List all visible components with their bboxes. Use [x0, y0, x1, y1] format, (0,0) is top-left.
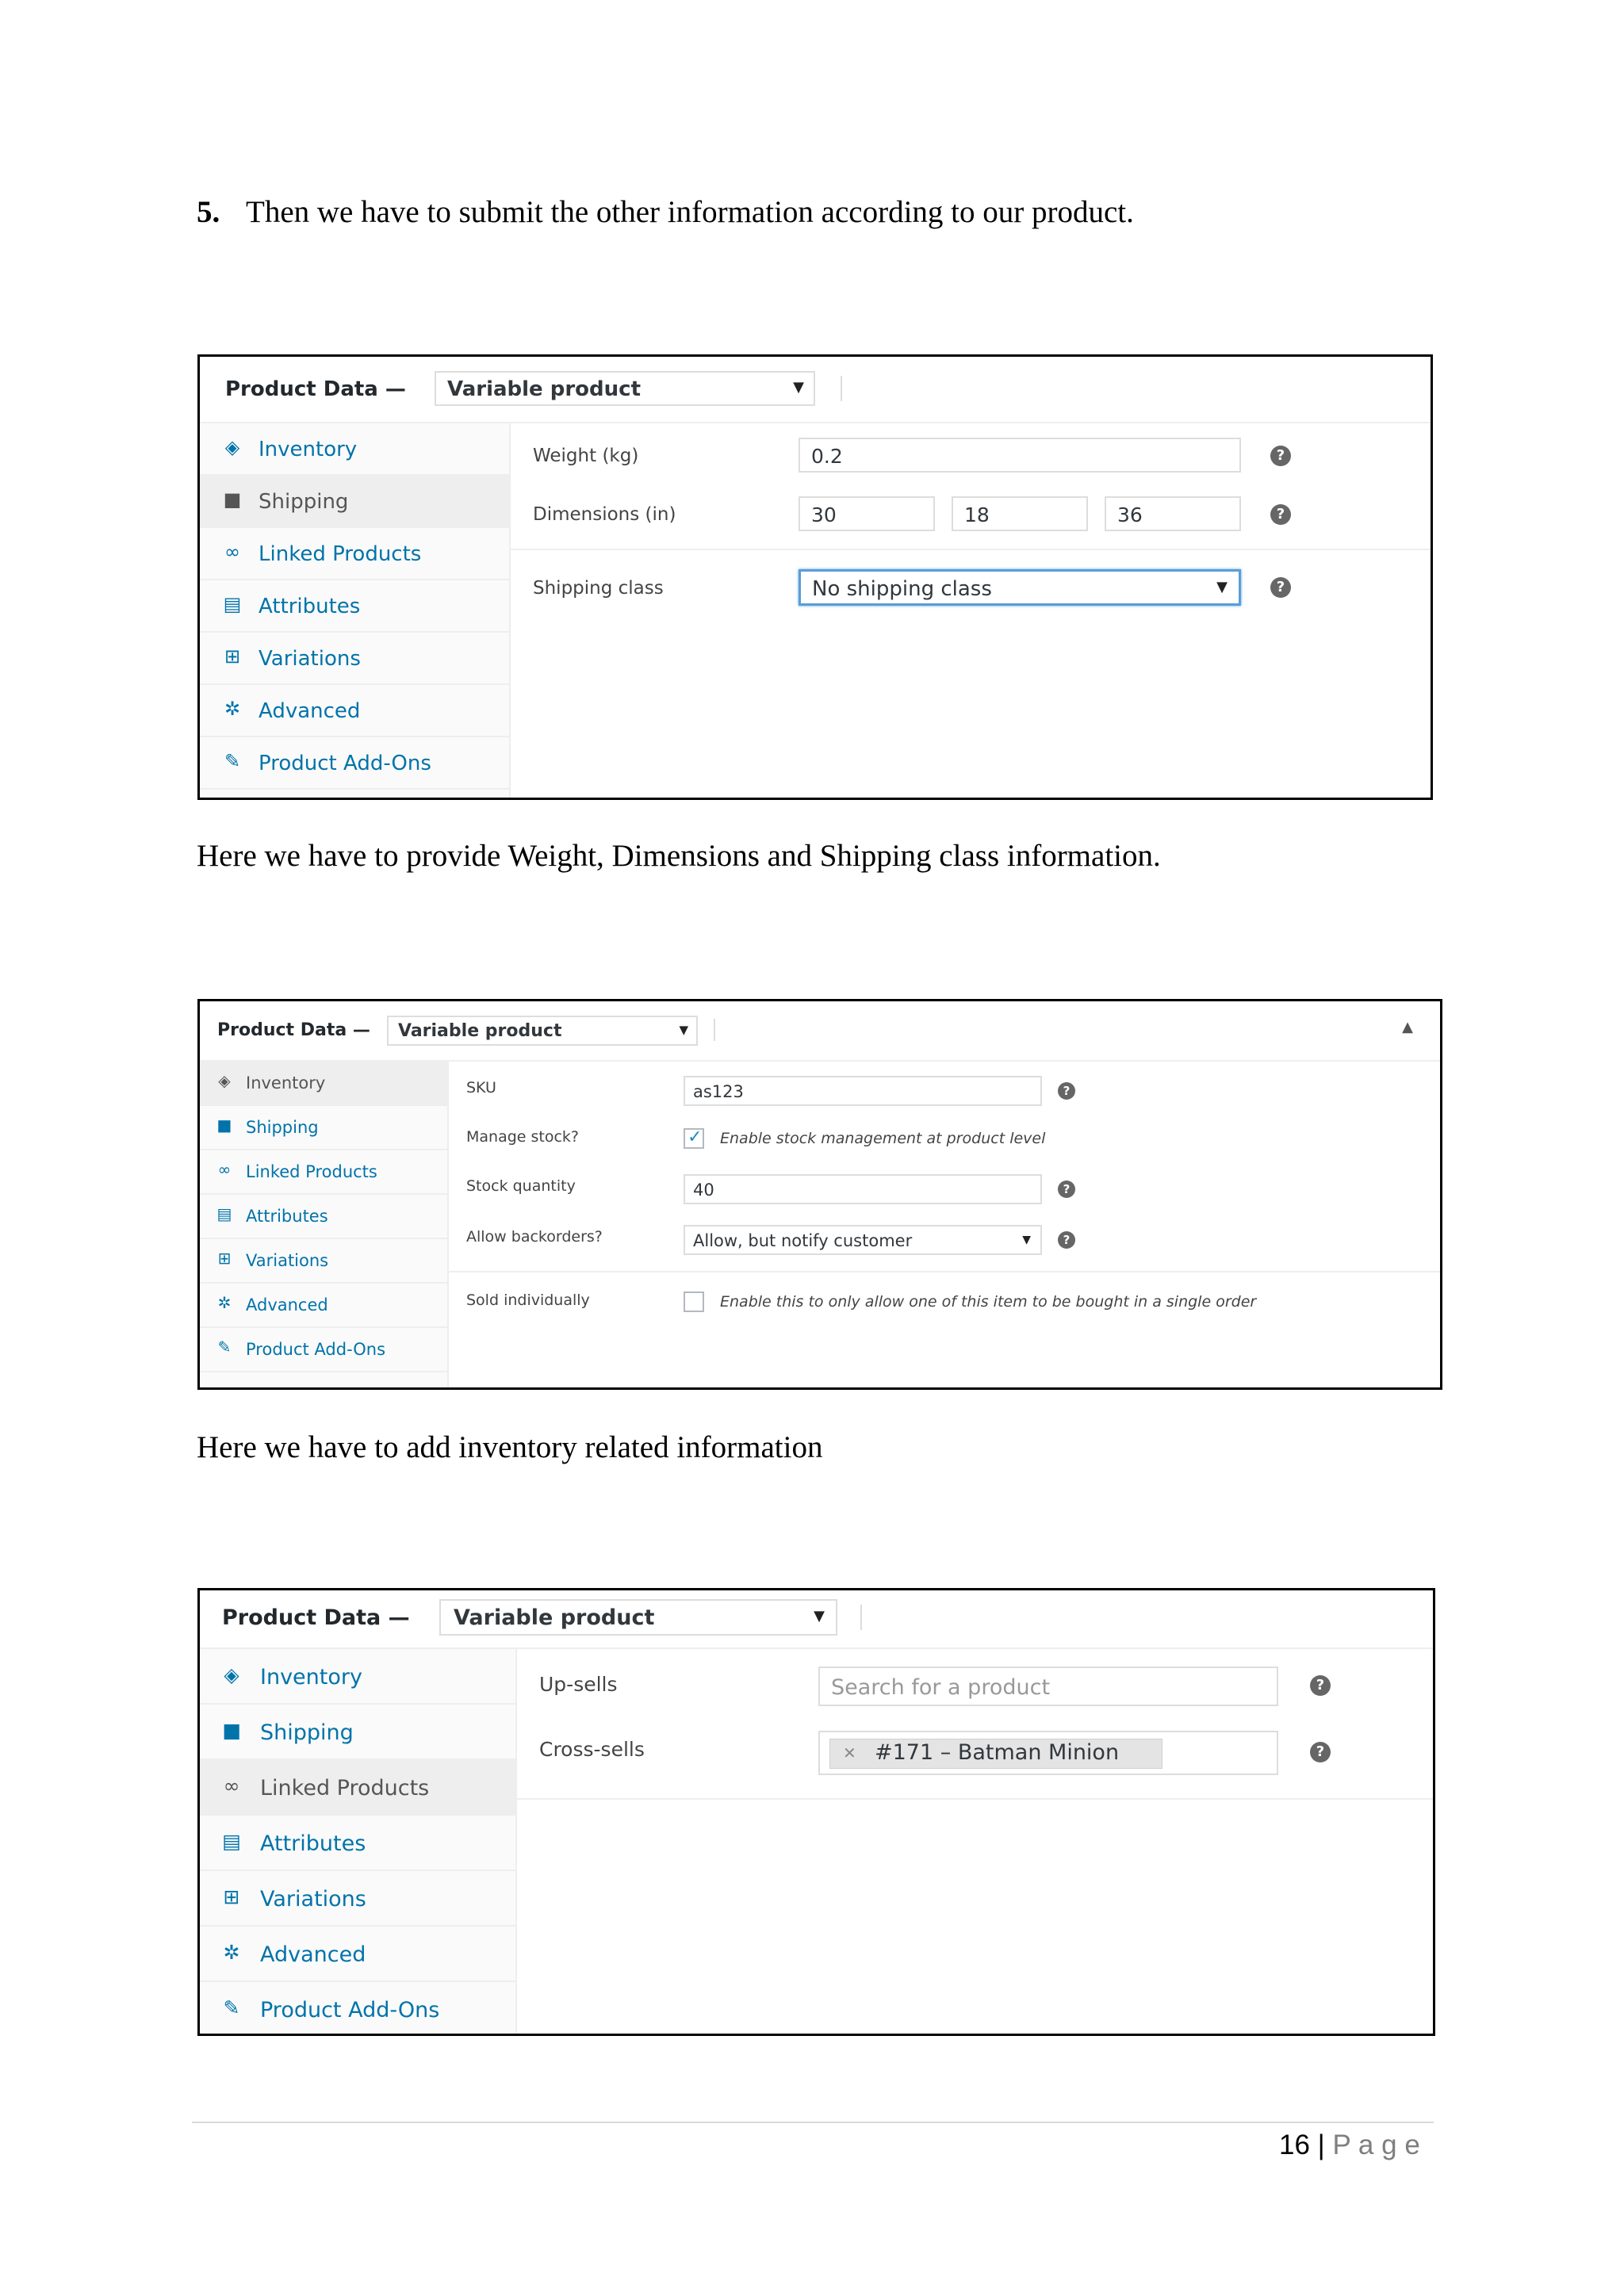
sold-individually-description: Enable this to only allow one of this item to be bought in a single order [720, 1293, 1257, 1311]
tab-shipping[interactable] [200, 1705, 515, 1760]
caret-down-icon: ▼ [1022, 1234, 1031, 1246]
backorders-value: Allow, but notify customer [693, 1231, 913, 1250]
truck-icon: ■ [216, 1115, 232, 1135]
wrench-icon: ✎ [224, 750, 241, 772]
help-icon: ? [1310, 1742, 1331, 1762]
tab-inventory[interactable] [200, 423, 509, 476]
product-type-select[interactable] [387, 1016, 698, 1046]
width-input[interactable] [952, 496, 1088, 531]
tab-label: Advanced [259, 699, 361, 723]
wrench-icon: ✎ [217, 1337, 232, 1357]
backorders-label: Allow backorders? [466, 1228, 603, 1246]
upsells-search-input[interactable] [818, 1667, 1278, 1706]
checkmark-icon: ✓ [688, 1127, 703, 1147]
tab-label: Variations [259, 647, 361, 671]
tab-linked-products[interactable] [200, 1760, 515, 1816]
help-icon: ? [1058, 1082, 1075, 1100]
tab-attributes[interactable] [200, 1195, 447, 1239]
tab-label: Shipping [259, 490, 349, 514]
tab-shipping[interactable] [200, 1106, 447, 1150]
stock-quantity-value: 40 [693, 1181, 714, 1200]
footer-divider [192, 2122, 1434, 2123]
tag-icon: ◈ [224, 1663, 239, 1686]
sold-individually-label: Sold individually [466, 1292, 590, 1309]
help-icon: ? [1270, 446, 1291, 466]
crosssells-token[interactable] [829, 1739, 1162, 1769]
manage-stock-checkbox[interactable] [684, 1128, 704, 1149]
crosssells-token-label: #171 – Batman Minion [875, 1740, 1120, 1765]
tab-list [200, 1649, 517, 2036]
stock-quantity-input[interactable] [684, 1174, 1042, 1204]
truck-icon: ■ [223, 488, 242, 511]
grid-icon: ⊞ [223, 1885, 240, 1908]
product-data-panel-linked [197, 1588, 1435, 2036]
width-value: 18 [964, 503, 990, 526]
help-icon: ? [1270, 504, 1291, 525]
sku-label: SKU [466, 1079, 496, 1096]
tab-label: Inventory [260, 1665, 362, 1689]
header-divider [860, 1605, 862, 1630]
tab-product-add-ons[interactable] [200, 1982, 515, 2036]
tab-list [200, 1062, 449, 1390]
tab-variations[interactable] [200, 633, 509, 685]
header-divider [714, 1019, 715, 1041]
section-divider [511, 549, 1431, 550]
tab-label: Linked Products [259, 542, 422, 566]
dimensions-label: Dimensions (in) [533, 504, 676, 525]
tab-label: Variations [246, 1251, 329, 1270]
tab-label: Inventory [259, 438, 358, 461]
caret-down-icon: ▼ [814, 1608, 825, 1624]
caret-down-icon: ▼ [1216, 579, 1228, 595]
sku-value: as123 [693, 1082, 744, 1101]
grid-icon: ⊞ [217, 1249, 232, 1268]
crosssells-search-input[interactable] [818, 1731, 1278, 1775]
section-divider [517, 1798, 1433, 1800]
weight-value: 0.2 [811, 445, 843, 468]
weight-input[interactable] [799, 438, 1241, 473]
tab-linked-products[interactable] [200, 528, 509, 580]
tab-label: Attributes [260, 1831, 366, 1856]
product-type-value: Variable product [398, 1021, 562, 1041]
tab-variations[interactable] [200, 1871, 515, 1927]
tab-label: Advanced [260, 1942, 366, 1967]
caret-down-icon: ▼ [793, 379, 804, 396]
remove-token-icon[interactable]: ✕ [843, 1743, 856, 1762]
page-footer [1279, 2130, 1420, 2161]
product-type-value: Variable product [447, 377, 641, 401]
tab-label: Attributes [259, 595, 361, 618]
sold-individually-checkbox[interactable] [684, 1292, 704, 1312]
tab-product-add-ons[interactable] [200, 1328, 447, 1372]
tab-advanced[interactable] [200, 1284, 447, 1328]
help-icon: ? [1310, 1675, 1331, 1696]
weight-label: Weight (kg) [533, 446, 639, 466]
tab-label: Product Add-Ons [246, 1340, 386, 1359]
tab-label: Advanced [246, 1295, 328, 1314]
tab-variations[interactable] [200, 1239, 447, 1284]
tab-advanced[interactable] [200, 1927, 515, 1982]
panel-title: Product Data — [222, 1605, 410, 1630]
tag-icon: ◈ [224, 436, 240, 458]
tab-label: Shipping [246, 1118, 319, 1137]
tab-linked-products[interactable] [200, 1150, 447, 1195]
tab-product-add-ons[interactable] [200, 737, 509, 790]
help-icon: ? [1058, 1231, 1075, 1249]
tab-label: Shipping [260, 1720, 354, 1745]
caption-inventory: Here we have to add inventory related information [197, 1430, 823, 1464]
shipping-class-label: Shipping class [533, 578, 664, 599]
crosssells-label: Cross-sells [539, 1738, 645, 1761]
page-number: 16 [1279, 2130, 1310, 2160]
gear-icon: ✲ [223, 1941, 240, 1964]
caret-down-icon: ▼ [679, 1023, 688, 1037]
product-type-select[interactable] [435, 371, 815, 406]
page-word: P a g e [1332, 2130, 1420, 2160]
panel-title: Product Data — [225, 377, 406, 401]
product-data-panel-inventory [197, 999, 1442, 1390]
tab-label: Variations [260, 1887, 366, 1911]
sku-input[interactable] [684, 1076, 1042, 1106]
tab-attributes[interactable] [200, 580, 509, 633]
step-number: 5. [197, 195, 220, 229]
length-input[interactable] [799, 496, 935, 531]
tab-advanced[interactable] [200, 685, 509, 737]
length-value: 30 [811, 503, 837, 526]
wrench-icon: ✎ [223, 1996, 240, 2019]
panel-header [200, 1590, 1433, 1649]
attributes-icon: ▤ [216, 1204, 232, 1223]
height-value: 36 [1117, 503, 1143, 526]
step-text: Then we have to submit the other information according to our product. [246, 195, 1134, 229]
gear-icon: ✲ [217, 1293, 232, 1312]
product-data-panel-shipping [197, 354, 1433, 800]
upsells-placeholder: Search for a product [831, 1675, 1051, 1700]
stock-quantity-label: Stock quantity [466, 1177, 576, 1195]
tab-inventory[interactable] [200, 1062, 447, 1106]
footer-separator: | [1317, 2130, 1325, 2160]
attributes-icon: ▤ [223, 593, 242, 615]
tab-list [200, 423, 511, 800]
link-icon: ∞ [217, 1160, 232, 1179]
help-icon: ? [1270, 577, 1291, 598]
tab-shipping[interactable] [200, 476, 509, 528]
panel-body [449, 1062, 1440, 1390]
manage-stock-description: Enable stock management at product level [720, 1130, 1046, 1147]
height-input[interactable] [1105, 496, 1241, 531]
tab-label: Inventory [246, 1073, 326, 1093]
tab-label: Product Add-Ons [260, 1998, 440, 2022]
shipping-class-select[interactable] [799, 569, 1241, 606]
panel-body [517, 1649, 1433, 2036]
product-type-select[interactable] [439, 1599, 837, 1636]
backorders-select[interactable] [684, 1225, 1042, 1255]
tag-icon: ◈ [218, 1071, 231, 1090]
tab-inventory[interactable] [200, 1649, 515, 1705]
tab-attributes[interactable] [200, 1816, 515, 1871]
step-paragraph [197, 194, 1134, 230]
section-divider [449, 1271, 1440, 1272]
collapse-arrow-icon[interactable]: ▲ [1402, 1019, 1413, 1035]
tab-label: Product Add-Ons [259, 752, 431, 775]
help-icon: ? [1058, 1181, 1075, 1198]
product-type-value: Variable product [454, 1605, 655, 1630]
tab-label: Attributes [246, 1207, 328, 1226]
panel-header [200, 1001, 1440, 1062]
shipping-class-value: No shipping class [812, 577, 992, 601]
tab-label: Linked Products [260, 1776, 430, 1800]
manage-stock-label: Manage stock? [466, 1128, 580, 1146]
link-icon: ∞ [224, 541, 240, 563]
truck-icon: ■ [222, 1719, 241, 1742]
panel-body [511, 423, 1431, 800]
upsells-label: Up-sells [539, 1673, 618, 1696]
attributes-icon: ▤ [222, 1830, 241, 1853]
tab-label: Linked Products [246, 1162, 377, 1181]
caption-shipping: Here we have to provide Weight, Dimensions and Shipping class information. [197, 839, 1161, 873]
header-divider [841, 376, 842, 401]
grid-icon: ⊞ [224, 645, 241, 668]
link-icon: ∞ [223, 1774, 240, 1797]
panel-header [200, 357, 1431, 423]
gear-icon: ✲ [224, 698, 241, 720]
panel-title: Product Data — [217, 1020, 370, 1040]
